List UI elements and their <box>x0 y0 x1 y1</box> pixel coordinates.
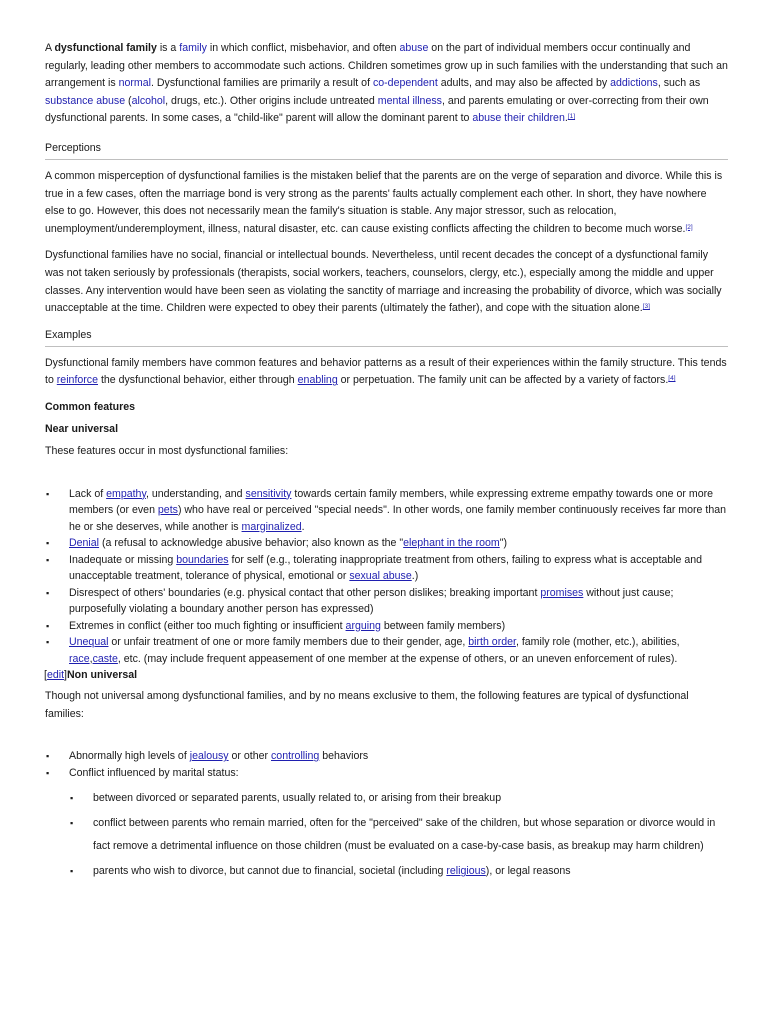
link-abuse[interactable]: abuse <box>399 42 429 54</box>
footnote-ref <box>668 375 675 382</box>
text: Inadequate or missing <box>69 553 177 566</box>
text: between family members) <box>380 619 506 632</box>
footnote-ref <box>568 113 575 120</box>
text: or unfair treatment of one or more family members due to their gender, age, <box>108 636 469 648</box>
bullet-icon: ▪ <box>46 620 50 631</box>
near-universal-intro: These features occur in most dysfunctional families: <box>45 444 289 457</box>
link-pets[interactable]: pets <box>157 504 178 516</box>
text: for self (e.g., tolerating inappropriate treatment from others, failing to express what is acceptable and unacceptable treatment, tolerance of physical, emotional or <box>69 553 703 582</box>
text: ( <box>125 94 132 107</box>
link-reinforce[interactable]: reinforce <box>56 374 98 387</box>
text: Lack of <box>69 487 107 500</box>
text: Conflict influenced by marital status: <box>69 766 239 779</box>
footnote-link-1[interactable]: [1] <box>567 113 576 121</box>
link-mental-illness[interactable]: mental illness <box>377 94 442 107</box>
bullet-icon: ▪ <box>70 818 74 829</box>
text: Dysfunctional families have no social, financial or intellectual bounds. Nevertheless, until recent decades the concept of a dysfunctional family was not taken seriously by professionals (therapists, social workers, teachers, counselors, clergy, etc.), especially among the middle and upper classes. Any intervention would have been seen as violating the sanctity of marriage and increasing the probability of divorce, which was socially unacceptable at the time. Children were expected to obey their parents (ultimately the father), and cope with the situation alone. <box>45 249 722 315</box>
non-universal-heading-line <box>44 667 728 684</box>
non-universal-intro: Though not universal among dysfunctional families, and by no means exclusive to them, the following features are typical of dysfunctional families: <box>45 690 689 720</box>
sublist-item <box>45 860 728 883</box>
text: adults, and may also be affected by <box>437 77 611 90</box>
text: ) who have real or perceived "special needs". In other words, one family member continuously receives far more than he or she deserves, while another is <box>69 504 727 533</box>
bullet-icon: ▪ <box>70 866 74 877</box>
text: the dysfunctional behavior, either through <box>98 374 298 387</box>
near-universal-list <box>45 486 728 668</box>
list-item <box>45 535 728 552</box>
link-alcohol[interactable]: alcohol <box>131 94 166 107</box>
text: , <box>89 652 93 665</box>
text: is a <box>156 42 180 54</box>
list-item <box>45 618 728 635</box>
divider <box>45 346 728 347</box>
text: , understanding, and <box>145 487 246 500</box>
text: , and parents emulating or over-correcting from their own dysfunctional parents. In some cases, a "child-like" parent will allow the dominant parent to <box>45 94 709 125</box>
text: . Dysfunctional families are primarily a result of <box>151 77 373 90</box>
text: .) <box>411 570 419 582</box>
bullet-icon: ▪ <box>46 488 50 499</box>
footnote-link-2[interactable]: [2] <box>685 223 693 231</box>
link-race[interactable]: race <box>69 652 90 665</box>
text: A common misperception of dysfunctional families is the mistaken belief that the parents are on the verge of separation and divorce. While this is true in a few cases, often the marriage bond is very strong as the parents' faults actually complement each other. In short, they have nowhere else to go. However, this does not necessarily mean the family's situation is stable. Any major stressor, such as relocation, unemployment/underemployment, illness, natural disaster, etc. can cause existing conflicts affecting the children to become much worse. <box>45 169 723 235</box>
subheading-common-features: Common features <box>45 400 136 413</box>
text: Extremes in conflict (either too much fighting or insufficient <box>69 619 346 632</box>
section-heading-perceptions: Perceptions <box>45 141 101 154</box>
text: , etc. (may include frequent appeasement of one member at the expense of others, or an uneven enforcement of rules). <box>117 652 678 665</box>
link-family[interactable]: family <box>179 42 207 54</box>
link-arguing[interactable]: arguing <box>345 619 381 632</box>
text: or other <box>228 750 271 763</box>
list-item <box>45 585 728 618</box>
text: without just cause; purposefully violating a boundary another person has expressed) <box>69 586 674 615</box>
non-universal-list <box>45 748 728 883</box>
text: in which conflict, misbehavior, and often <box>206 42 400 54</box>
intro-paragraph <box>45 40 728 128</box>
divider <box>45 159 728 160</box>
text: Abnormally high levels of <box>69 750 190 763</box>
bullet-icon: ▪ <box>70 793 74 804</box>
list-item <box>45 486 728 536</box>
bullet-icon: ▪ <box>46 538 50 548</box>
list-item <box>45 634 728 667</box>
list-item <box>45 748 728 765</box>
spacer <box>45 732 728 748</box>
text: ] <box>64 669 67 681</box>
section-heading-examples: Examples <box>45 328 92 341</box>
link-boundaries[interactable]: boundaries <box>176 553 229 566</box>
perceptions-paragraph-1 <box>45 168 728 238</box>
text: between divorced or separated parents, usually related to, or arising from their breakup <box>93 792 502 805</box>
bullet-icon: ▪ <box>46 767 50 778</box>
bullet-icon: ▪ <box>46 637 50 647</box>
link-unequal[interactable]: Unequal <box>69 636 109 648</box>
text: parents who wish to divorce, but cannot due to financial, societal (including <box>93 865 447 878</box>
text: behaviors <box>319 750 369 763</box>
footnote-ref <box>643 303 650 310</box>
link-controlling[interactable]: controlling <box>271 750 320 763</box>
text: (a refusal to acknowledge abusive behavior; also known as the " <box>99 537 404 549</box>
bullet-icon: ▪ <box>46 587 50 598</box>
spacer <box>45 470 728 486</box>
article <box>45 40 728 885</box>
sublist-item <box>45 812 728 858</box>
link-marginalized[interactable]: marginalized <box>241 520 302 533</box>
subheading-non-universal: Non universal <box>67 669 138 681</box>
link-caste[interactable]: caste <box>92 652 118 665</box>
link-abuse-their-children[interactable]: abuse their children <box>472 112 565 125</box>
link-denial[interactable]: Denial <box>69 537 100 549</box>
text: ), or legal reasons <box>485 865 571 878</box>
text: . <box>564 112 568 125</box>
bullet-icon: ▪ <box>46 554 50 565</box>
edit-link[interactable]: edit <box>46 669 65 681</box>
link-substance-abuse[interactable]: substance abuse <box>45 94 126 107</box>
text: or perpetuation. The family unit can be affected by a variety of factors. <box>337 374 669 387</box>
footnote-link-4[interactable]: [4] <box>668 375 676 383</box>
text: on the part of individual members occur continually and regularly, leading other members to accommodate such actions. Children sometimes grow up in such families with the understanding that such an arrangement is <box>45 42 728 90</box>
link-codependent[interactable]: co-dependent <box>372 77 438 90</box>
link-sensitivity[interactable]: sensitivity <box>245 487 292 500</box>
link-empathy[interactable]: empathy <box>106 487 146 500</box>
text: [ <box>44 669 47 681</box>
examples-paragraph <box>45 355 728 390</box>
link-elephant-in-the-room[interactable]: elephant in the room <box>403 537 500 549</box>
link-enabling[interactable]: enabling <box>297 374 338 387</box>
perceptions-paragraph-2 <box>45 247 728 317</box>
text: conflict between parents who remain married, often for the "perceived" sake of the children, but whose separation or divorce would in fact remove a detrimental influence on those children (must be evaluated on a case-by-case basis, as breakup may harm children) <box>93 817 716 853</box>
text: , such as <box>657 77 701 90</box>
link-sexual-abuse[interactable]: sexual abuse <box>349 570 412 582</box>
link-normal[interactable]: normal <box>118 77 151 90</box>
subheading-near-universal: Near universal <box>45 422 119 435</box>
text: Dysfunctional family members have common features and behavior patterns as a result of their experiences within the family structure. This tends to <box>45 356 727 387</box>
text: , family role (mother, etc.), abilities, <box>515 636 680 648</box>
list-item <box>45 765 728 884</box>
link-religious[interactable]: religious <box>446 865 486 878</box>
link-promises[interactable]: promises <box>540 586 584 599</box>
text: A <box>45 42 55 54</box>
text: ") <box>499 537 508 549</box>
bullet-icon: ▪ <box>46 751 50 762</box>
footnote-link-3[interactable]: [3] <box>642 303 650 311</box>
link-addictions[interactable]: addictions <box>610 77 658 90</box>
list-item <box>45 552 728 585</box>
text: , drugs, etc.). Other origins include untreated <box>165 94 378 107</box>
link-jealousy[interactable]: jealousy <box>189 750 229 763</box>
sublist-item <box>45 787 728 810</box>
term-bold: dysfunctional family <box>54 42 157 54</box>
text: towards certain family members, while expressing extreme empathy towards one or more members (or even <box>69 487 713 516</box>
text: . <box>301 520 305 533</box>
text: Disrespect of others' boundaries (e.g. physical contact that other person dislikes; breaking important <box>69 586 541 599</box>
marital-status-sublist <box>45 787 728 883</box>
footnote-ref <box>685 224 692 231</box>
link-birth-order[interactable]: birth order <box>468 636 516 648</box>
